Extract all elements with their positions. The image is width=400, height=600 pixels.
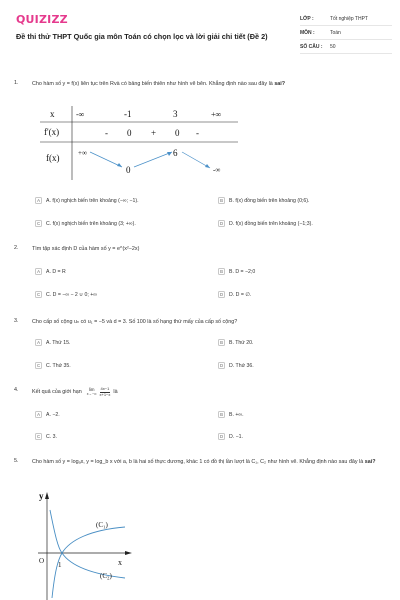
sign: + xyxy=(151,128,157,138)
question-stem: Kết quả của giới hạn xyxy=(32,389,82,395)
option-letter: B xyxy=(218,411,225,418)
x-value: -∞ xyxy=(76,110,85,119)
sign: 0 xyxy=(175,128,180,138)
question-stem: Cho hàm số y = f(x) liên tục trên Rvà có bảng biến thiên như hình vẽ bên. Khẳng định nào sau đây là xyxy=(32,81,273,87)
meta-label: SỐ CÂU : xyxy=(300,43,323,50)
curve-c2-label: (C₂) xyxy=(100,572,112,580)
option-text: B. f(x) đồng biến trên khoảng (0;6). xyxy=(229,197,310,204)
y-axis-arrow xyxy=(45,492,49,499)
f-value: 0 xyxy=(126,165,131,175)
meta-value: 50 xyxy=(330,43,336,50)
option-text: D. D = ∅. xyxy=(229,291,252,298)
option-text: C. Thứ 35. xyxy=(46,362,71,369)
f-value: -∞ xyxy=(213,166,221,174)
origin-label: O xyxy=(39,557,45,565)
option-letter: C xyxy=(36,221,41,226)
option-letter: B xyxy=(218,339,225,346)
unit-label: 1 xyxy=(58,561,62,569)
option-letter: A xyxy=(35,268,42,275)
question-stem-end: là xyxy=(113,389,118,395)
option-letter: D xyxy=(219,292,224,297)
x-axis-label: x xyxy=(118,558,122,567)
option-text: C. D = −∞ − 2 ∪ 0; +∞ xyxy=(46,291,97,298)
option-letter: C xyxy=(36,363,41,368)
question-stem: Cho hàm số y = logₐx, y = log_b x với a, b là hai số thực dương, khác 1 có đồ thị lần lượt là C₁, C₂ như hình vẽ. Khẳng định nào sau đây là xyxy=(32,459,364,465)
question-number: 1. xyxy=(14,80,19,86)
option-text: D. Thứ 36. xyxy=(229,362,254,369)
denominator: x+1−x xyxy=(99,391,111,397)
question-number: 4. xyxy=(14,387,19,393)
question-emphasis: sai? xyxy=(364,459,376,465)
option-letter: B xyxy=(218,197,225,204)
numerator: 4x−1 xyxy=(100,386,110,391)
f-value: 6 xyxy=(173,148,178,158)
row-label-fprime: f'(x) xyxy=(44,127,60,137)
option-letter: C xyxy=(36,292,41,297)
question-number: 5. xyxy=(14,458,19,464)
meta-label: LỚP : xyxy=(300,15,314,22)
option-text: B. +∞. xyxy=(229,411,244,418)
x-value: 3 xyxy=(173,109,178,119)
meta-value: Tốt nghiệp THPT xyxy=(330,15,368,22)
curve-c1-label: (C₁) xyxy=(96,521,108,529)
option-text: C. 3. xyxy=(46,433,57,440)
row-label-x: x xyxy=(50,109,55,119)
x-value: -1 xyxy=(124,109,132,119)
meta-value: Toán xyxy=(330,29,341,36)
option-letter: B xyxy=(218,268,225,275)
option-text: D. −1. xyxy=(229,433,243,440)
x-axis-arrow xyxy=(125,551,132,555)
option-letter: D xyxy=(219,434,224,439)
option-text: A. D = R xyxy=(46,268,66,275)
x-value: +∞ xyxy=(211,110,222,119)
option-letter: A xyxy=(35,411,42,418)
option-letter: A xyxy=(35,197,42,204)
option-letter: D xyxy=(219,221,224,226)
option-text: A. −2. xyxy=(46,411,60,418)
document-title: Đề thi thử THPT Quốc gia môn Toán có chọn lọc và lời giải chi tiết (Đề 2) xyxy=(16,32,268,41)
option-text: D. f(x) đồng biến trên khoảng (−1;3). xyxy=(229,220,313,227)
sign: - xyxy=(105,128,108,138)
quizizz-logo: QUIZIZZ xyxy=(16,13,68,26)
f-value: +∞ xyxy=(78,149,87,157)
sign: - xyxy=(196,128,199,138)
meta-label: MÔN : xyxy=(300,29,315,36)
limit-subscript: x→−∞ xyxy=(86,392,97,396)
option-letter: D xyxy=(219,363,224,368)
question-text: Cho cấp số cộng uₙ có u₁ = −5 và d = 3. Số 100 là số hạng thứ mấy của cấp số cộng? xyxy=(32,319,238,325)
option-text: B. Thứ 20. xyxy=(229,339,254,346)
question-text: Tìm tập xác định D của hàm số y = e^(x²−2x) xyxy=(32,246,140,252)
option-text: C. f(x) nghịch biến trên khoảng (3; +∞). xyxy=(46,220,136,227)
question-emphasis: sai? xyxy=(274,81,286,87)
option-text: B. D = −2;0 xyxy=(229,268,256,275)
option-letter: A xyxy=(35,339,42,346)
row-label-f: f(x) xyxy=(46,153,60,163)
curve-c1 xyxy=(52,527,125,598)
option-letter: C xyxy=(36,434,41,439)
question-number: 3. xyxy=(14,318,19,324)
sign: 0 xyxy=(127,128,132,138)
limit-symbol: lim xyxy=(88,387,95,392)
question-number: 2. xyxy=(14,245,19,251)
option-text: A. Thứ 15. xyxy=(46,339,71,346)
option-text: A. f(x) nghịch biến trên khoảng (−∞; −1). xyxy=(46,197,139,204)
y-axis-label: y xyxy=(39,491,44,501)
